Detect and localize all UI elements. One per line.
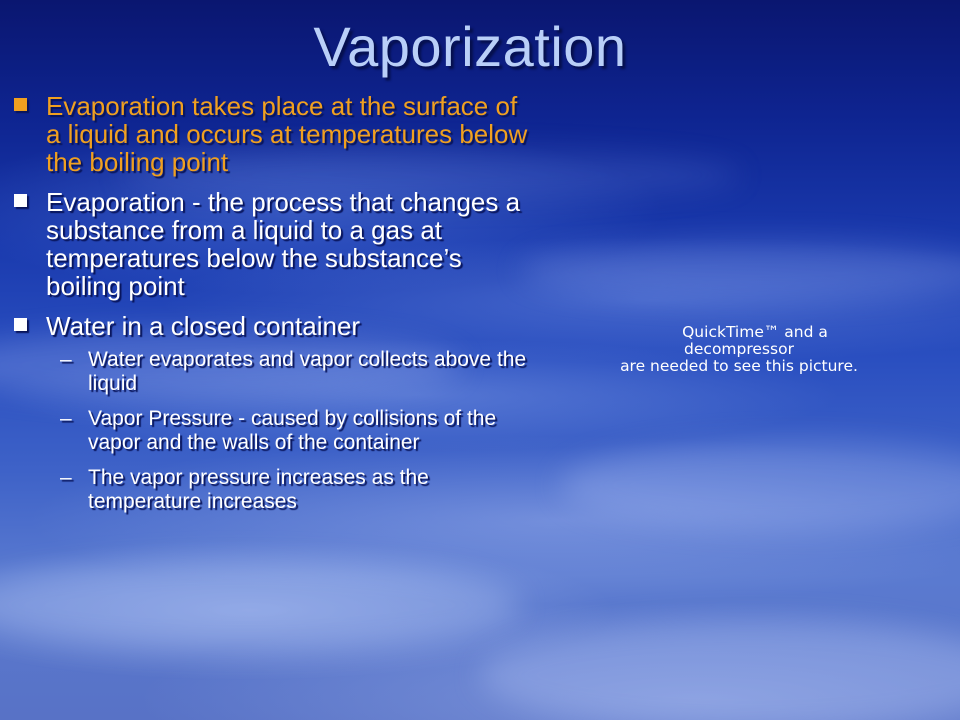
bullet-text: Water in a closed container	[46, 311, 361, 341]
bullet-item	[14, 92, 534, 176]
sub-bullet-item	[14, 466, 534, 514]
bullet-item	[14, 188, 534, 300]
dash-marker: –	[60, 348, 72, 371]
bullet-text: Evaporation - the process that changes a substance from a liquid to a gas at temperatures below the substance’s boiling point	[46, 187, 521, 301]
placeholder-line: QuickTime™ and a	[682, 323, 828, 341]
dash-marker: –	[60, 466, 72, 489]
slide-title: Vaporization	[313, 15, 627, 78]
placeholder-line: are needed to see this picture.	[620, 357, 858, 375]
sub-bullet-list	[14, 348, 534, 514]
bullet-item	[14, 312, 534, 340]
square-bullet-icon	[14, 318, 27, 331]
sub-bullet-item	[14, 348, 534, 396]
quicktime-image-placeholder	[604, 324, 874, 375]
placeholder-line: decompressor	[684, 340, 794, 358]
cloud-decoration	[480, 620, 960, 720]
dash-marker: –	[60, 407, 72, 430]
slide-body	[14, 92, 534, 525]
cloud-decoration	[520, 240, 960, 300]
sub-bullet-text: The vapor pressure increases as the temperature increases	[88, 466, 429, 513]
square-bullet-icon	[14, 98, 27, 111]
bullet-text: Evaporation takes place at the surface of a liquid and occurs at temperatures below the boiling point	[46, 91, 528, 177]
sub-bullet-text: Vapor Pressure - caused by collisions of the vapor and the walls of the container	[88, 407, 497, 454]
sub-bullet-item	[14, 407, 534, 455]
sub-bullet-text: Water evaporates and vapor collects above the liquid	[88, 348, 527, 395]
square-bullet-icon	[14, 194, 27, 207]
cloud-decoration	[0, 560, 520, 650]
cloud-decoration	[560, 440, 960, 530]
